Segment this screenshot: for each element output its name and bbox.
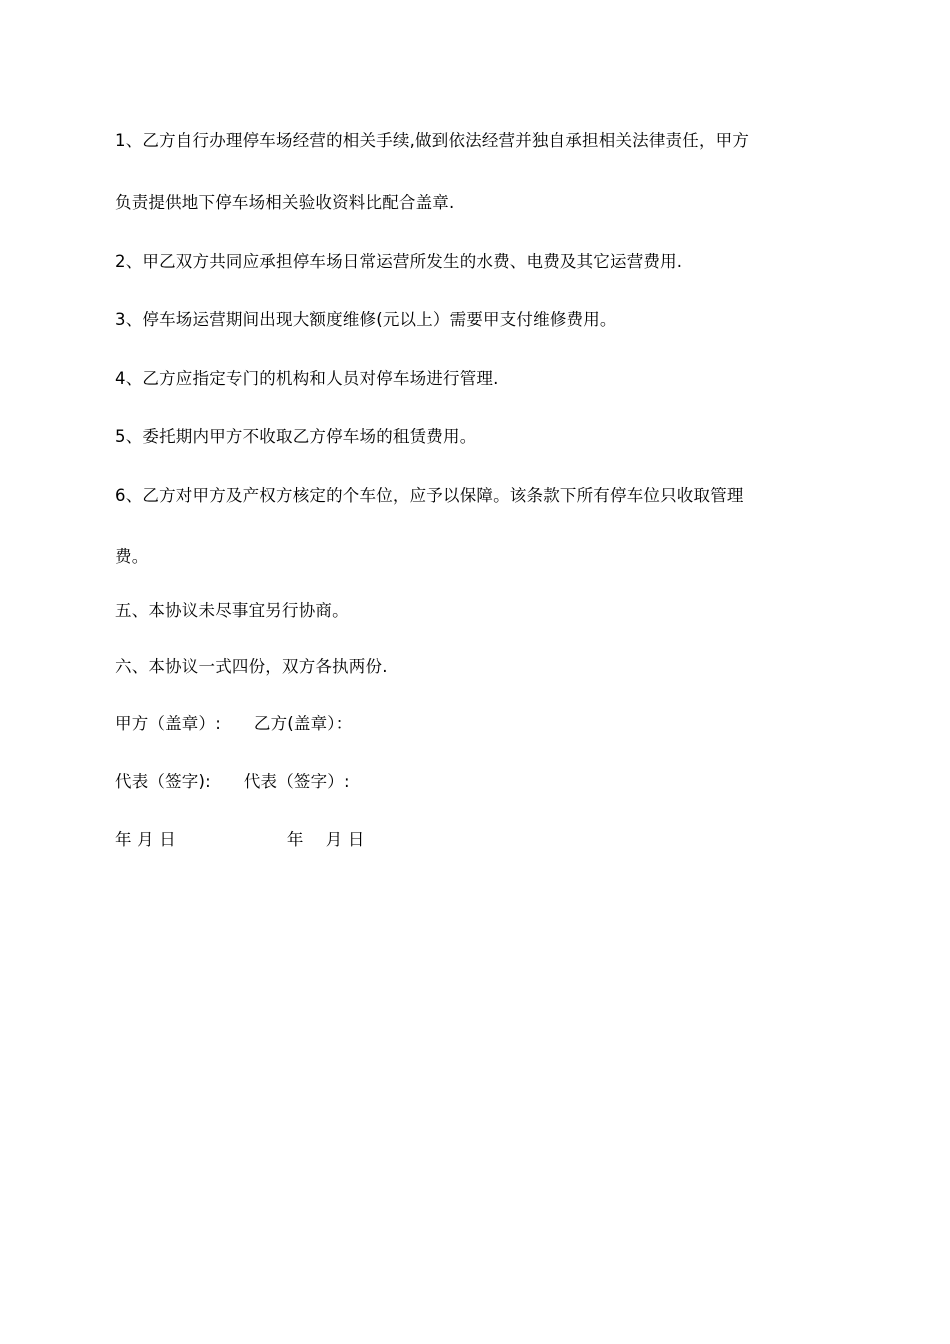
party-b-rep-label: 代表（签字）: xyxy=(243,772,350,791)
party-a-seal-label: 甲方（盖章）: xyxy=(115,714,221,733)
clause-5: 5、委托期内甲方不收取乙方停车场的租赁费用。 xyxy=(115,427,477,446)
clause-6-line-1: 6、乙方对甲方及产权方核定的个车位，应予以保障。该条款下所有停车位只收取管理 xyxy=(115,486,744,505)
seal-line xyxy=(115,714,845,734)
clause-2: 2、甲乙双方共同应承担停车场日常运营所发生的水费、电费及其它运营费用. xyxy=(115,252,683,271)
clause-1-line-2: 负责提供地下停车场相关验收资料比配合盖章. xyxy=(115,193,455,212)
party-a-date: 年 月 日 xyxy=(115,830,176,849)
section-six: 六、本协议一式四份，双方各执两份. xyxy=(115,657,388,676)
date-line xyxy=(115,830,845,850)
party-a-rep-label: 代表（签字): xyxy=(115,772,211,791)
clause-6-line-2: 费。 xyxy=(115,547,149,566)
party-b-date: 年 月 日 xyxy=(286,830,365,849)
clause-1-line-1: 1、乙方自行办理停车场经营的相关手续,做到依法经营并独自承担相关法律责任，甲方 xyxy=(115,131,750,150)
clause-4: 4、乙方应指定专门的机构和人员对停车场进行管理. xyxy=(115,369,499,388)
representative-line xyxy=(115,772,845,792)
clause-3: 3、停车场运营期间出现大额度维修(元以上）需要甲支付维修费用。 xyxy=(115,310,617,329)
party-b-seal-label: 乙方(盖章）： xyxy=(253,714,353,733)
section-five: 五、本协议未尽事宜另行协商。 xyxy=(115,601,349,620)
